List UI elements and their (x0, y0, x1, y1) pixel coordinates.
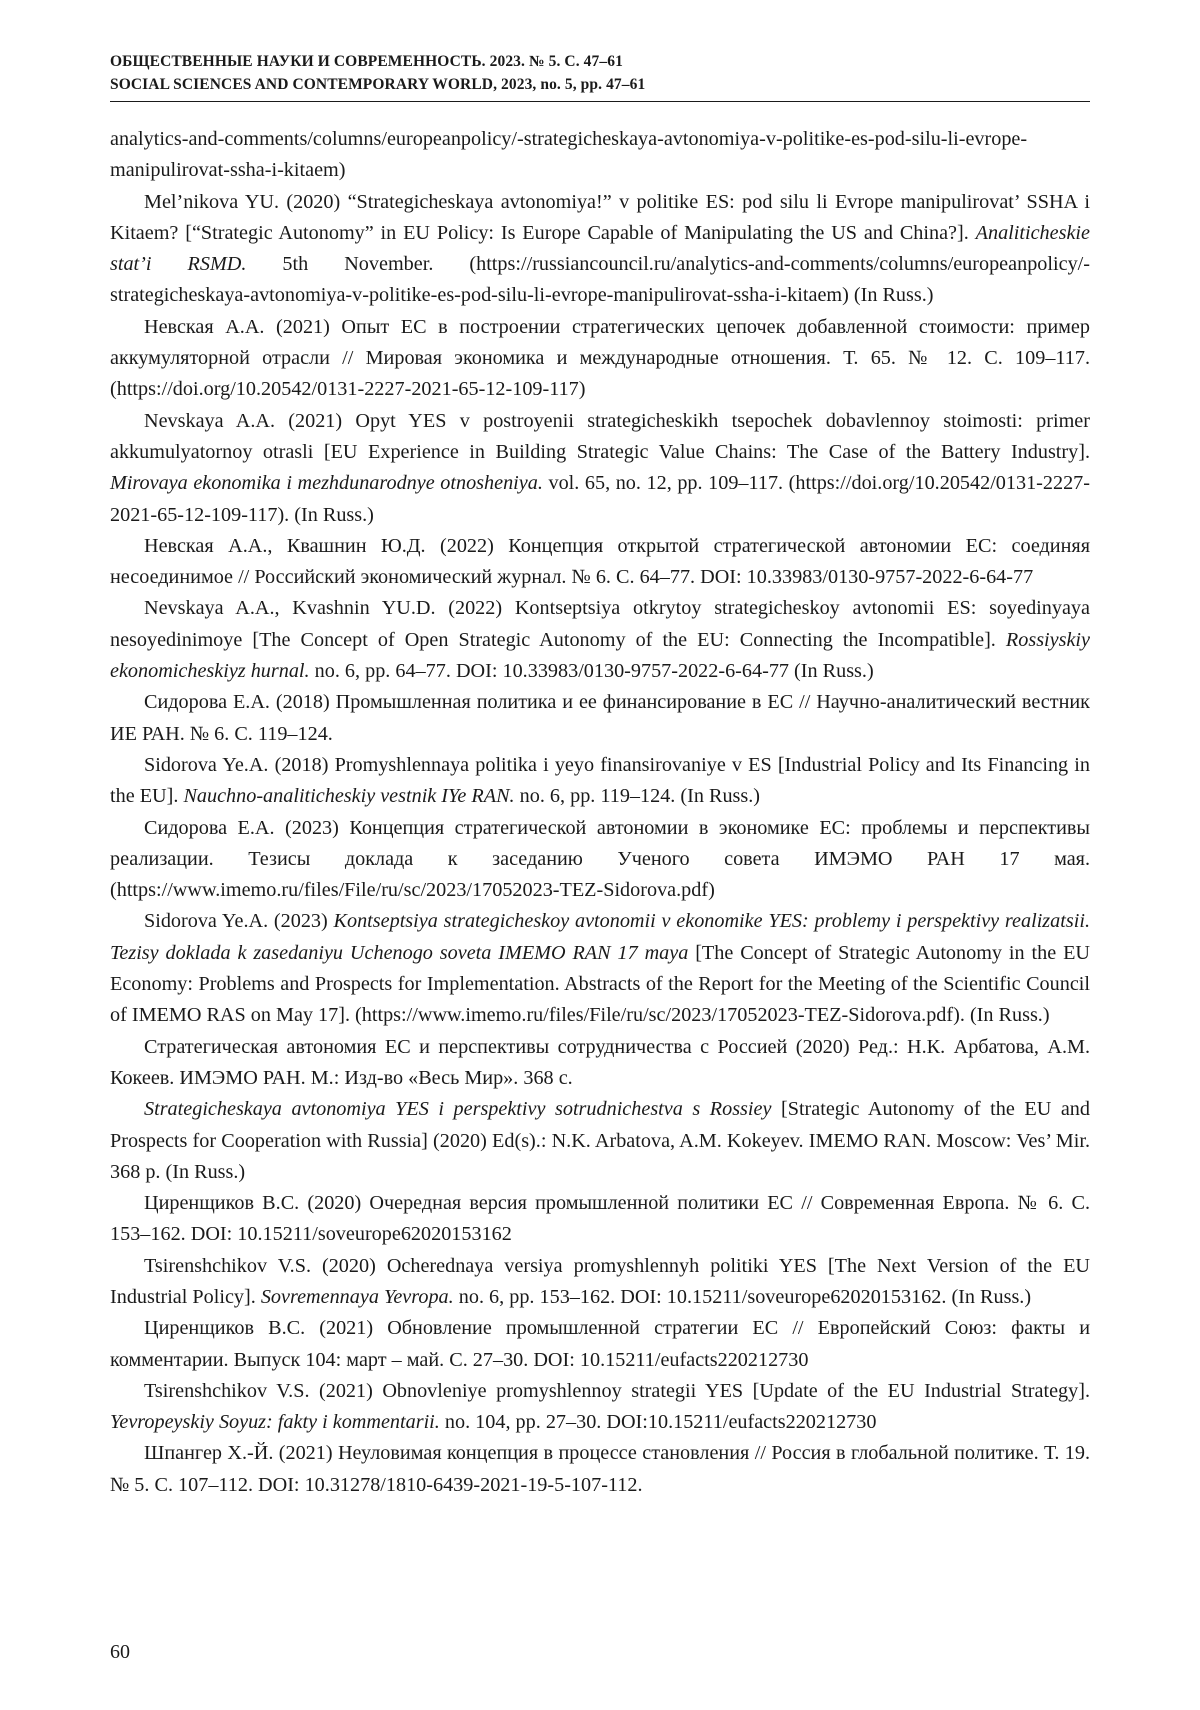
reference-entry (110, 1376, 1090, 1439)
reference-source-title: Rossiyskiy ekonomicheskiyz hurnal. (110, 628, 1090, 683)
reference-text: no. 104, pp. 27–30. DOI:10.15211/eufacts220212730 (439, 1411, 877, 1434)
reference-text: Nevskaya A.A., Kvashnin YU.D. (2022) Kontseptsiya otkrytoy strategicheskoy avtonomii ES: soyedinyaya nesoyedinimoye [The Concept of Open Strategic Autonomy of the EU: Connecting the Incompatible]. (110, 597, 1090, 651)
reference-entry (110, 1438, 1090, 1501)
reference-text: no. 6, pp. 153–162. DOI: 10.15211/soveurope62020153162. (In Russ.) (453, 1285, 1032, 1308)
reference-text: no. 6, pp. 64–77. DOI: 10.33983/0130-9757-2022-6-64-77 (In Russ.) (309, 660, 874, 683)
reference-source-title: Sovremennaya Yevropa. (260, 1285, 454, 1308)
reference-text: 5th November. (https://russiancouncil.ru/analytics-and-comments/columns/europeanpolicy/-strategicheskaya-avtonomiya-v-politike-es-pod-silu-li-evrope-manipulirovat-ssha-i-kitaem) (In Russ.) (110, 253, 1090, 307)
reference-text: Невская А.А. (2021) Опыт ЕС в построении стратегических цепочек добавленной стоимости: пример аккумуляторной отрасли // Мировая экономика и международные отношения. Т. 65. № 12. С. 109–117. (https://doi.org/10.20542/0131-2227-2021-65-12-109-117) (110, 315, 1090, 401)
reference-text: analytics-and-comments/columns/europeanpolicy/-strategicheskaya-avtonomiya-v-politike-es-pod-silu-li-evrope-manipulirovat-ssha-i-kitaem) (110, 128, 1028, 182)
reference-entry (110, 531, 1090, 594)
page-number: 60 (110, 1641, 130, 1663)
reference-text: [The Concept of Strategic Autonomy in the EU Economy: Problems and Prospects for Implementation. Abstracts of the Report for the Meeting of the Scientific Council of IMEMO RAS on May 17]. (https://www.imemo.ru/files/File/ru/sc/2023/17052023-TEZ-Sidorova.pdf). (In Russ.) (110, 941, 1090, 1027)
reference-text: Sidorova Ye.A. (2023) (144, 910, 334, 933)
reference-source-title: Yevropeyskiy Soyuz: fakty i kommentarii. (110, 1411, 440, 1434)
reference-entry (110, 687, 1090, 750)
journal-title-en: SOCIAL SCIENCES AND CONTEMPORARY WORLD, 2023, no. 5, pp. 47–61 (110, 76, 646, 93)
reference-text: Nevskaya A.A. (2021) Opyt YES v postroyenii strategicheskikh tsepochek dobavlennoy stoimosti: primer akkumulyatornoy otrasli [EU Experience in Building Strategic Value Chains: The Case of the Battery Industry]. (110, 409, 1090, 463)
reference-entry (110, 1251, 1090, 1314)
reference-entry (110, 1032, 1090, 1095)
reference-text: no. 6, pp. 119–124. (In Russ.) (514, 785, 761, 808)
reference-text: Tsirenshchikov V.S. (2020) Ocherednaya versiya promyshlennyh politiki YES [The Next Version of the EU Industrial Policy]. (110, 1254, 1090, 1308)
reference-source-title: Mirovaya ekonomika i mezhdunarodnye otnosheniya. (110, 472, 543, 495)
running-header (110, 50, 1090, 96)
reference-entry (110, 593, 1090, 687)
reference-source-title: Analiticheskie stat’i RSMD. (110, 221, 1090, 276)
journal-title-ru: ОБЩЕСТВЕННЫЕ НАУКИ И СОВРЕМЕННОСТЬ. 2023. № 5. С. 47–61 (110, 53, 623, 70)
reference-text: Sidorova Ye.A. (2018) Promyshlennaya politika i yeyo finansirovaniye v ES [Industrial Policy and Its Financing in the EU]. (110, 753, 1090, 808)
reference-entry (110, 1188, 1090, 1251)
reference-text: Невская А.А., Квашнин Ю.Д. (2022) Концепция открытой стратегической автономии ЕС: соединяя несоединимое // Российский экономический журнал. № 6. С. 64–77. DOI: 10.33983/0130-9757-2022-6-64-77 (110, 534, 1090, 589)
reference-text: Mel’nikova YU. (2020) “Strategicheskaya avtonomiya!” v politike ES: pod silu li Evrope manipulirovat’ SSHA i Kitaem? [“Strategic Autonomy” in EU Policy: Is Europe Capable of Manipulating the US and China?]. (110, 190, 1090, 244)
header-divider (110, 101, 1090, 102)
reference-text: vol. 65, no. 12, pp. 109–117. (https://doi.org/10.20542/0131-2227-2021-65-12-109-117). (In Russ.) (110, 472, 1090, 526)
reference-source-title: Strategicheskaya avtonomiya YES i perspektivy sotrudnichestva s Rossiey (144, 1098, 772, 1121)
reference-list (110, 124, 1090, 1501)
reference-text: [Strategic Autonomy of the EU and Prospects for Cooperation with Russia] (2020) Ed(s).: N.K. Arbatova, A.M. Kokeyev. IMEMO RAN. Moscow: Ves’ Mir. 368 p. (In Russ.) (110, 1098, 1090, 1183)
reference-entry (110, 1313, 1090, 1376)
reference-entry (110, 813, 1090, 907)
reference-source-title: Nauchno-analiticheskiy vestnik IYe RAN. (183, 785, 515, 808)
reference-entry (110, 124, 1090, 187)
reference-entry (110, 750, 1090, 813)
reference-entry (110, 406, 1090, 531)
reference-text: Шпангер Х.-Й. (2021) Неуловимая концепция в процессе становления // Россия в глобальной политике. Т. 19. № 5. С. 107–112. DOI: 10.31278/1810-6439-2021-19-5-107-112. (110, 1442, 1090, 1496)
reference-text: Циренщиков В.С. (2020) Очередная версия промышленной политики ЕС // Современная Европа. № 6. С. 153–162. DOI: 10.15211/soveurope62020153162 (110, 1192, 1090, 1246)
reference-entry (110, 187, 1090, 312)
reference-text: Сидорова Е.А. (2018) Промышленная политика и ее финансирование в ЕС // Научно-аналитический вестник ИЕ РАН. № 6. С. 119–124. (110, 691, 1090, 745)
reference-text: Tsirenshchikov V.S. (2021) Obnovleniye promyshlennoy strategii YES [Update of the EU Industrial Strategy]. (144, 1379, 1090, 1402)
reference-source-title: Kontseptsiya strategicheskoy avtonomii v ekonomike YES: problemy i perspektivy realizatsii. Tezisy doklada k zasedaniyu Uchenogo soveta IMEMO RAN 17 maya (110, 910, 1090, 964)
reference-entry (110, 906, 1090, 1031)
reference-text: Циренщиков В.С. (2021) Обновление промышленной стратегии ЕС // Европейский Союз: факты и комментарии. Выпуск 104: март – май. С. 27–30. DOI: 10.15211/eufacts220212730 (110, 1317, 1090, 1371)
reference-entry (110, 312, 1090, 406)
reference-text: Стратегическая автономия ЕС и перспективы сотрудничества с Россией (2020) Ред.: Н.К. Арбатова, А.М. Кокеев. ИМЭМО РАН. М.: Изд-во «Весь Мир». 368 с. (110, 1035, 1090, 1089)
reference-entry (110, 1094, 1090, 1188)
reference-text: Сидорова Е.А. (2023) Концепция стратегической автономии в экономике ЕС: проблемы и перспективы реализации. Тезисы доклада к заседанию Ученого совета ИМЭМО РАН 17 мая. (https://www.imemo.ru/files/File/ru/sc/2023/17052023-TEZ-Sidorova.pdf) (110, 816, 1090, 902)
